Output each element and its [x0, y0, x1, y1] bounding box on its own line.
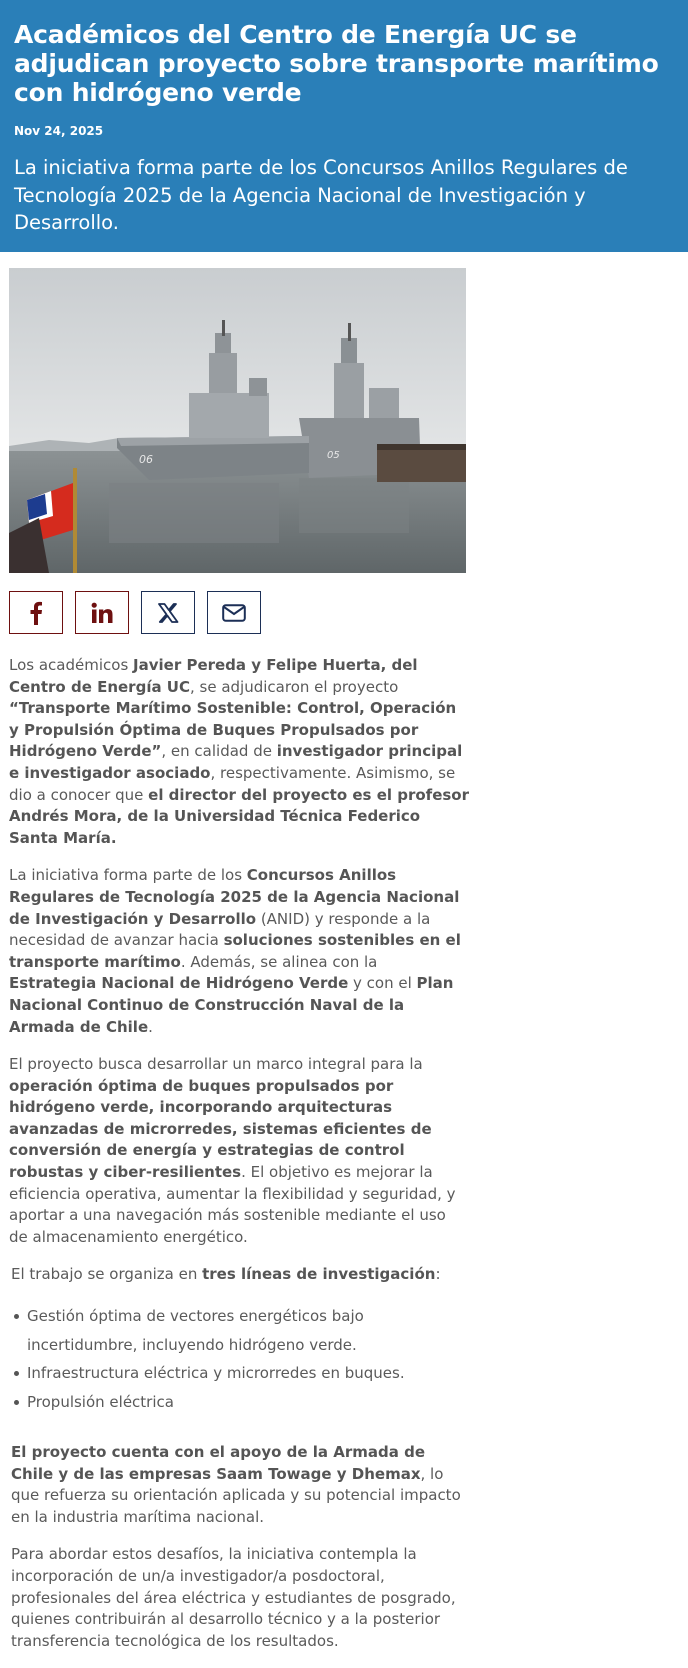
linkedin-icon	[91, 602, 113, 624]
article-body	[9, 655, 469, 1668]
facebook-icon	[29, 601, 43, 625]
email-icon	[222, 604, 246, 622]
list-item: Infraestructura eléctrica y microrredes en buques.	[12, 1359, 469, 1388]
list-item: Propulsión eléctrica	[12, 1388, 469, 1417]
article-header	[0, 0, 688, 252]
share-bar	[9, 591, 261, 634]
paragraph-research-intro: El trabajo se organiza en tres líneas de investigación:	[11, 1265, 441, 1284]
article-photo	[9, 268, 466, 573]
article-title: Académicos del Centro de Energía UC se adjudican proyecto sobre transporte marítimo con hidrógeno verde	[14, 20, 659, 107]
paragraph-authors: Los académicos Javier Pereda y Felipe Huerta, del Centro de Energía UC, se adjudicaron el proyecto “Transporte Marítimo Sostenible: Control, Operación y Propulsión Óptima de Buques Propulsados por Hidrógeno Verde”, en calidad de investigador principal e investigador asociado, respectivamente. Asimismo, se dio a conocer que el director del proyecto es el profesor Andrés Mora, de la Universidad Técnica Federico Santa María.	[9, 656, 469, 847]
article-lead: La iniciativa forma parte de los Concursos Anillos Regulares de Tecnología 2025 de la Agencia Nacional de Investigación y Desarrollo.	[14, 156, 628, 234]
paragraph-context: La iniciativa forma parte de los Concursos Anillos Regulares de Tecnología 2025 de la Agencia Nacional de Investigación y Desarrollo (ANID) y responde a la necesidad de avanzar hacia soluciones sostenibles en el transporte marítimo. Además, se alinea con la Estrategia Nacional de Hidrógeno Verde y con el Plan Nacional Continuo de Construcción Naval de la Armada de Chile.	[9, 866, 461, 1036]
share-x-button[interactable]	[141, 591, 195, 634]
share-linkedin-button[interactable]	[75, 591, 129, 634]
paragraph-team: Para abordar estos desafíos, la iniciativa contempla la incorporación de un/a investigador/a posdoctoral, profesionales del área eléctrica y estudiantes de posgrado, quienes contribuirán al desarrollo técnico y a la posterior transferencia tecnológica de los resultados.	[11, 1545, 456, 1650]
x-icon	[158, 603, 179, 623]
share-email-button[interactable]	[207, 591, 261, 634]
hull-number-05: 05	[327, 450, 340, 461]
list-item: Gestión óptima de vectores energéticos bajo incertidumbre, incluyendo hidrógeno verde.	[12, 1302, 469, 1359]
paragraph-support: El proyecto cuenta con el apoyo de la Armada de Chile y de las empresas Saam Towage y Dhemax, lo que refuerza su orientación aplicada y su potencial impacto en la industria marítima nacional.	[11, 1443, 461, 1526]
paragraph-objective: El proyecto busca desarrollar un marco integral para la operación óptima de buques propulsados por hidrógeno verde, incorporando arquitecturas avanzadas de microrredes, sistemas eficientes de conversión de energía y estrategias de control robustas y ciber-resilientes. El objetivo es mejorar la eficiencia operativa, aumentar la flexibilidad y seguridad, y aportar a una navegación más sostenible mediante el uso de almacenamiento energético.	[9, 1055, 456, 1246]
hull-number-06: 06	[139, 453, 153, 466]
publish-date: Nov 24, 2025	[14, 124, 104, 138]
share-facebook-button[interactable]	[9, 591, 63, 634]
research-lines-list	[12, 1302, 469, 1416]
